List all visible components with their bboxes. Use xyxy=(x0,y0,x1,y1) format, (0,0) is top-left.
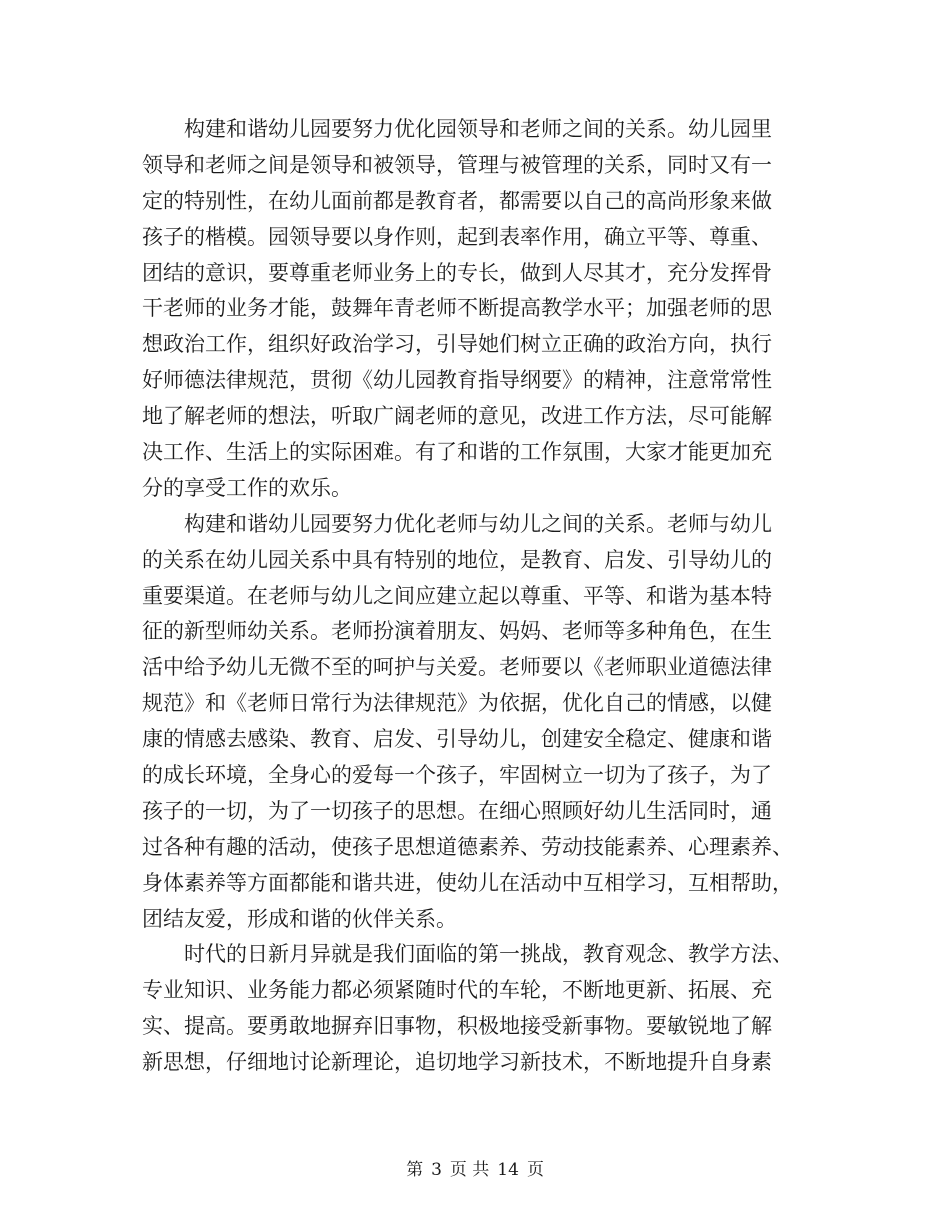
text-line: 过各种有趣的活动，使孩子思想道德素养、劳动技能素养、心理素养、 xyxy=(142,834,793,859)
paragraph-3 xyxy=(142,937,822,1081)
text-line: 孩子的一切，为了一切孩子的思想。在细心照顾好幼儿生活同时，通 xyxy=(142,798,772,823)
text-line: 的关系在幼儿园关系中具有特别的地位，是教育、启发、引导幼儿的 xyxy=(142,547,772,572)
page-footer xyxy=(0,1155,950,1180)
text-line: 时代的日新月异就是我们面临的第一挑战，教育观念、教学方法、 xyxy=(184,942,793,967)
text-line: 孩子的楷模。园领导要以身作则，起到表率作用，确立平等、尊重、 xyxy=(142,224,772,249)
footer-middle: 页 共 xyxy=(449,1160,490,1180)
text-line: 想政治工作，组织好政治学习，引导她们树立正确的政治方向，执行 xyxy=(142,332,772,357)
text-line: 身体素养等方面都能和谐共进，使幼儿在活动中互相学习，互相帮助， xyxy=(142,870,793,895)
text-line: 好师德法律规范，贯彻《幼儿园教育指导纲要》的精神，注意常常性 xyxy=(142,368,772,393)
text-line: 地了解老师的想法，听取广阔老师的意见，改进工作方法，尽可能解 xyxy=(142,404,772,429)
text-line: 决工作、生活上的实际困难。有了和谐的工作氛围，大家才能更加充 xyxy=(142,440,772,465)
footer-suffix: 页 xyxy=(526,1160,544,1180)
text-line: 领导和老师之间是领导和被领导，管理与被管理的关系，同时又有一 xyxy=(142,152,772,177)
text-line: 分的享受工作的欢乐。 xyxy=(142,475,352,500)
text-line: 构建和谐幼儿园要努力优化园领导和老师之间的关系。幼儿园里 xyxy=(184,117,772,141)
text-line: 定的特别性，在幼儿面前都是教育者，都需要以自己的高尚形象来做 xyxy=(142,188,772,213)
text-line: 的成长环境，全身心的爱每一个孩子，牢固树立一切为了孩子，为了 xyxy=(142,763,772,788)
text-line: 实、提高。要勇敢地摒弃旧事物，积极地接受新事物。要敏锐地了解 xyxy=(142,1014,772,1039)
text-line: 康的情感去感染、教育、启发、引导幼儿，创建安全稳定、健康和谐 xyxy=(142,727,772,752)
text-line: 团结的意识，要尊重老师业务上的专长，做到人尽其才，充分发挥骨 xyxy=(142,260,772,285)
text-line: 专业知识、业务能力都必须紧随时代的车轮，不断地更新、拓展、充 xyxy=(142,978,772,1003)
text-line: 团结友爱，形成和谐的伙伴关系。 xyxy=(142,906,457,931)
paragraph-2 xyxy=(142,507,822,938)
text-line: 重要渠道。在老师与幼儿之间应建立起以尊重、平等、和谐为基本特 xyxy=(142,583,772,608)
footer-page-number: 3 xyxy=(431,1160,442,1180)
text-line: 构建和谐幼儿园要努力优化老师与幼儿之间的关系。老师与幼儿 xyxy=(184,511,772,536)
text-line: 征的新型师幼关系。老师扮演着朋友、妈妈、老师等多种角色，在生 xyxy=(142,619,772,644)
footer-prefix: 第 xyxy=(406,1160,424,1180)
footer-total-pages: 14 xyxy=(497,1160,519,1180)
text-line: 规范》和《老师日常行为法律规范》为依据，优化自己的情感，以健 xyxy=(142,691,772,716)
text-line: 活中给予幼儿无微不至的呵护与关爱。老师要以《老师职业道德法律 xyxy=(142,655,772,680)
paragraph-1 xyxy=(142,112,822,507)
text-line: 干老师的业务才能，鼓舞年青老师不断提高教学水平；加强老师的思 xyxy=(142,296,772,321)
text-line: 新思想，仔细地讨论新理论，追切地学习新技术，不断地提升自身素 xyxy=(142,1050,772,1075)
body-text xyxy=(142,112,822,1081)
